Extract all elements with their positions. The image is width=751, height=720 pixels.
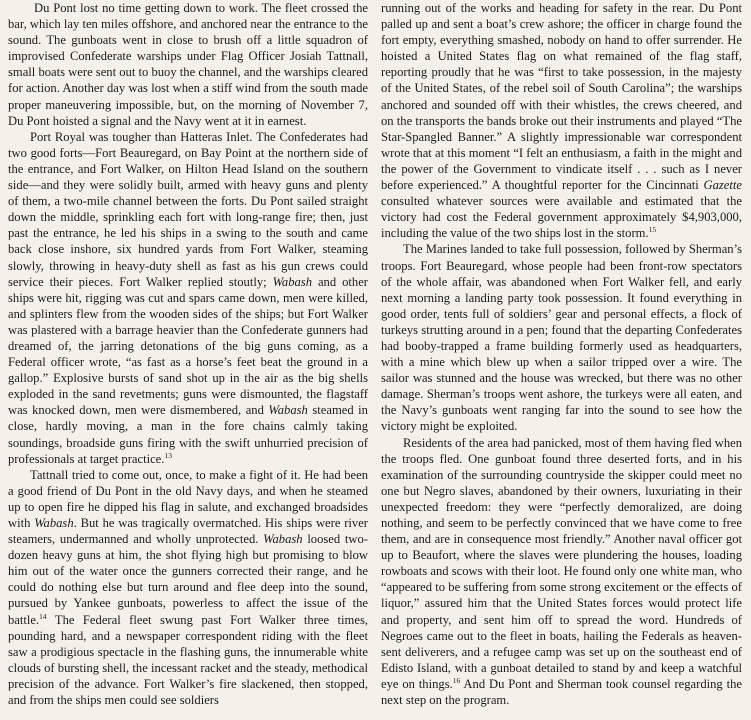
paragraph-text: And Du Pont and Sherman took counsel regarding the next step on the program. [381, 676, 742, 708]
left-column [8, 0, 368, 708]
footnote-ref: 16 [452, 675, 461, 685]
ship-name: Wabash [268, 403, 308, 418]
paragraph-text: Port Royal was tougher than Hatteras Inlet. The Confederates had two good forts—Fort Beauregard, on Bay Point at the northern side of the entrance, and Fort Walker, on Hilton Head Island on the southern side—and they were solidly built, armed with heavy guns and plenty of them, a two-mile channel between the forts. Du Pont sailed straight down the middle, sprinkling each fort with long-range fire; then, just past the entrance, he led his ships in a swing to the south and came back close inshore, six hundred yards from Fort Walker, steaming slowly, throwing in heavy-duty shell as fast as his gun crews could service their pieces. Fort Walker replied stoutly; [8, 129, 368, 289]
paragraph-text: consulted whatever sources were available and estimated that the victory had cost the Federal government approximately $4,903,000, including the value of the two ships lost in the storm. [381, 194, 742, 241]
paragraph-text: . But he was tragically overmatched. His ships were river steamers, undermanned and wholly unprotected. [8, 516, 368, 547]
right-column [381, 0, 742, 708]
paragraph-text: Residents of the area had panicked, most of them having fled when the troops fled. One gunboat found three deserted forts, and in his examination of the surrounding countryside the skipper could meet no one but Negro slaves, abandoned by their owners, luxuriating in their unexpected freedom: they were “perfectly demoralized, are doing nothing, and seem to be perfectly convinced that we have come to free them, and are in consequence most friendly.” Another naval officer got up to Beaufort, where the slaves were plundering the houses, loading rowboats and scows with their loot. He found only one white man, who “appeared to be suffering from some strong excitement or the effects of liquor,” assured him that the United States forces would protect life and property, and sent him off to spread the word. Hundreds of Negroes came out to the fleet in boats, hailing the Federals as heaven-sent deliverers, and a refugee camp was set up on the southeast end of Edisto Island, with a gunboat detailed to stand by and keep a watchful eye on things. [381, 435, 742, 691]
footnote-ref: 14 [39, 611, 47, 621]
paragraph-text: The Marines landed to take full possession, followed by Sherman’s troops. Fort Beauregard, whose people had been front-row spectators of the whole affair, was abandoned when Fort Walker fell, and early next morning a landing party took possession. It found everything in good order, tents full of soldiers’ gear and personal effects, a flock of turkeys strutting around in a pen; found that the departing Confederates had booby-trapped a frame building formerly used as headquarters, with a mine which blew up when a sailor tripped over a wire. The sailor was stunned and the house was wrecked, but there was no other damage. Sherman’s troops went ashore, the turkeys were all eaten, and the Navy’s gunboats went ranging far into the sound to see how the victory might be exploited. [381, 242, 742, 434]
paragraph-text: steamed in close, hardly moving, a man in the fore chains calmly taking soundings, broadside guns firing with the swift unhurried precision of professionals at target practice. [8, 403, 368, 466]
paragraph-text: Du Pont lost no time getting down to work. The fleet crossed the bar, which lay ten miles offshore, and anchored near the entrance to the sound. The gunboats went in close to brush off a little squadron of improvised Confederate warships under Flag Officer Josiah Tattnall, small boats were sent out to buoy the channel, and the warships cleared for action. Another day was lost when a stiff wind from the south made proper maneuvering impossible, but, on the morning of November 7, Du Pont hoisted a signal and the Navy went at it in earnest. [8, 1, 368, 128]
paragraph [8, 467, 368, 708]
paragraph [381, 435, 742, 709]
paragraph [8, 0, 368, 129]
ship-name: Wabash [34, 516, 74, 530]
paragraph-text: The Federal fleet swung past Fort Walker three times, pounding hard, and a newspaper correspondent riding with the fleet saw a prodigious spectacle in the flashing guns, the innumerable white clouds of bursting shell, the incessant racket and the steady, methodical precision of the advance. Fort Walker’s fire slackened, then stopped, and from the ships men could see soldiers [8, 612, 368, 708]
paragraph [381, 241, 742, 434]
newspaper-name: Gazette [703, 178, 742, 193]
paragraph [381, 0, 742, 241]
paragraph-text: running out of the works and heading for safety in the rear. Du Pont palled up and sent a boat’s crew ashore; the officer in charge found the fort empty, everything smashed, nobody on hand to offer surrender. He hoisted a United States flag on what remained of the flag staff, reporting proudly that he was “first to take possession, in the majesty of the United States, of the rebel soil of South Carolina”; the warships anchored and sounded off with their whistles, the crews cheered, and on the transports the bands broke out their instruments and played “The Star-Spangled Banner.” A slightly impressionable war correspondent wrote that at this moment “I felt an enthusiasm, a faith in the might and the power of the Government to vindicate itself . . . such as I never before experienced.” A thoughtful reporter for the Cincinnati [381, 1, 742, 193]
ship-name: Wabash [263, 532, 303, 547]
footnote-ref: 13 [164, 450, 172, 460]
paragraph-text: and other ships were hit, rigging was cut and spars came down, men were killed, and splinters flew from the wooden sides of the ships; but Fort Walker was plastered with a barrage heavier than the Confederate gunners had dreamed of, the jarring detonations of the big guns coming, as a Federal officer wrote, “as fast as a horse’s feet beat the ground in a gallop.” Explosive bursts of sand shot up in the air as the big shells exploded in the sand revetments; guns were dismounted, the flagstaff was knocked down, men were dismembered, and [8, 274, 368, 418]
paragraph-text: Tattnall tried to come out, once, to make a fight of it. He had been a good friend of Du Pont in the old Navy days, and when he steamed up to open fire he dipped his flag in salute, and exchanged broadsides with [8, 467, 368, 530]
paragraph [8, 129, 368, 467]
paragraph-text: loosed two-dozen heavy guns at him, the shot flying high but promising to blow him out of the water once the gunners corrected their range, and he could do nothing else but turn around and flee deep into the sound, pursued by Yankee gunboats, powerless to affect the issue of the battle. [8, 532, 368, 627]
footnote-ref: 15 [648, 225, 657, 235]
ship-name: Wabash [272, 274, 313, 289]
